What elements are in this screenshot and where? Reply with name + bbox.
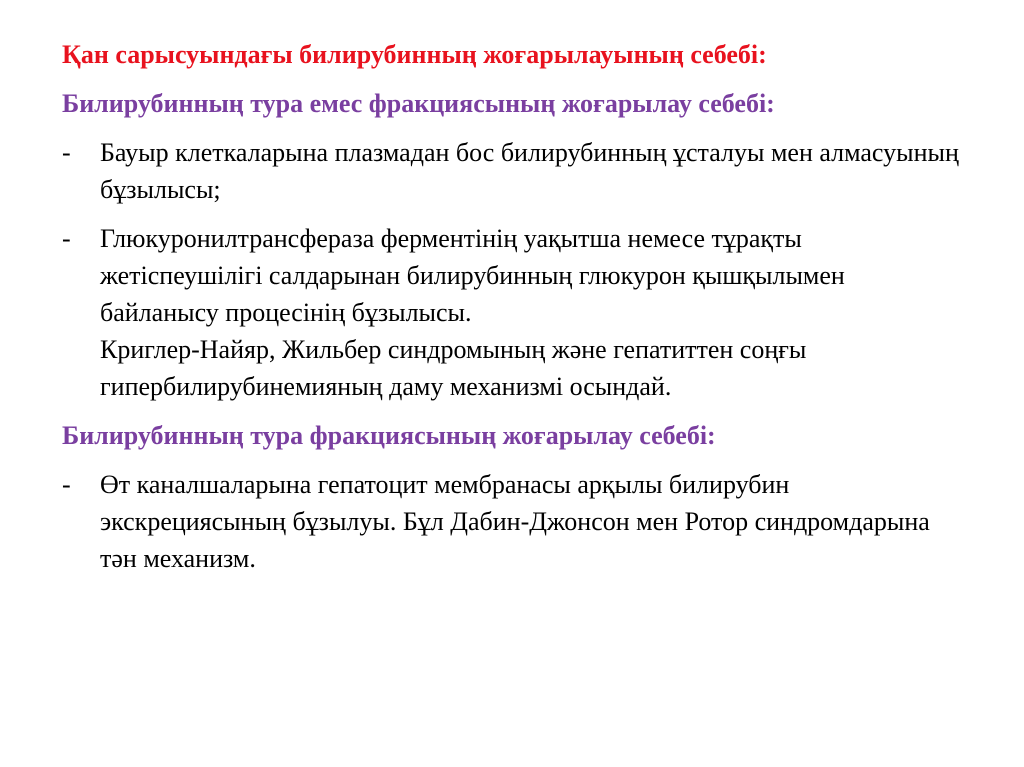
direct-fraction-heading: Билирубинның тура фракциясының жоғарылау себебі: bbox=[62, 421, 716, 450]
bullet-dash: - bbox=[62, 138, 71, 167]
bullet-dash: - bbox=[62, 224, 71, 253]
main-heading: Қан сарысуындағы билирубинның жоғарылауының себебі: bbox=[62, 40, 767, 69]
bullet-text: Бауыр клеткаларына плазмадан бос билирубинның ұсталуы мен алмасуының бұзылысы; bbox=[100, 138, 959, 204]
bullet-item-3 bbox=[62, 466, 962, 577]
bullet-note: Криглер-Найяр, Жильбер синдромының және гепатиттен соңғы гипербилирубинемияның даму механизмі осындай. bbox=[100, 335, 807, 401]
indirect-fraction-heading: Билирубинның тура емес фракциясының жоғарылау себебі: bbox=[62, 89, 775, 118]
slide-content bbox=[62, 36, 962, 589]
bullet-dash: - bbox=[62, 470, 71, 499]
bullet-text: Өт каналшаларына гепатоцит мембранасы арқылы билирубин экскрециясының бұзылуы. Бұл Дабин-Джонсон мен Ротор синдромдарына тән механизм. bbox=[100, 470, 930, 573]
bullet-item-1 bbox=[62, 134, 962, 208]
bullet-text: Глюкуронилтрансфераза ферментінің уақытша немесе тұрақты жетіспеушілігі салдарынан билирубинның глюкурон қышқылымен байланысу процесінің бұзылысы. bbox=[100, 224, 845, 327]
bullet-item-2 bbox=[62, 220, 962, 405]
